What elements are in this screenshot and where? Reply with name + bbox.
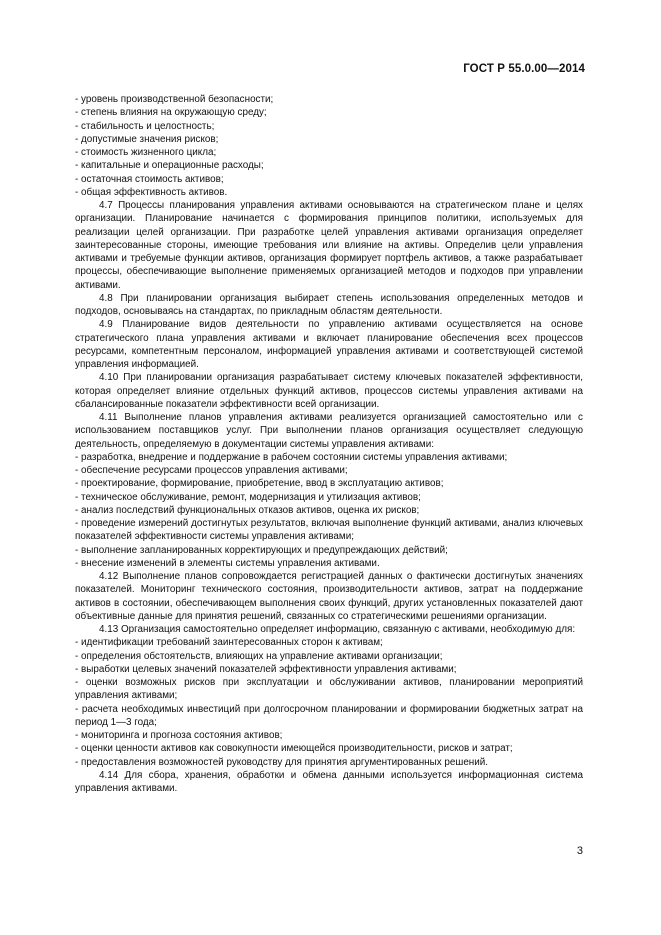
page-number: 3 — [576, 845, 583, 857]
list-item: - степень влияния на окружающую среду; — [75, 107, 267, 119]
list-item: - уровень производственной безопасности; — [75, 94, 274, 105]
list-item: - оценки возможных рисков при эксплуатации и обслуживании активов, планировании мероприятий управления активами; — [75, 677, 583, 702]
list-item: - проведение измерений достигнутых результатов, включая выполнение функций активами, анализ ключевых показателей эффективности системы управления активами; — [75, 518, 583, 543]
list-item: - капитальные и операционные расходы; — [75, 160, 264, 172]
list-item: - остаточная стоимость активов; — [75, 173, 224, 185]
list-item: - анализ последствий функциональных отказов активов, оценка их рисков; — [75, 504, 420, 516]
paragraph-4-9: 4.9 Планирование видов деятельности по управлению активами осуществляется на основе стратегического плана управления активами и включает планирование обеспечения всех процессов ресурсами, компетентным персоналом, информацией управления активами и соответствующей системой управления информацией. — [75, 319, 583, 370]
list-item: - проектирование, формирование, приобретение, ввод в эксплуатацию активов; — [75, 478, 444, 490]
paragraph-4-14: 4.14 Для сбора, хранения, обработки и обмена данными используется информационная система управления активами. — [75, 769, 583, 794]
list-item: - расчета необходимых инвестиций при долгосрочном планировании и формировании бюджетных затрат на период 1—3 года; — [75, 703, 583, 728]
document-body — [75, 93, 583, 795]
standard-number: ГОСТ Р 55.0.00—2014 — [463, 63, 585, 75]
list-item: - допустимые значения рисков; — [75, 133, 219, 145]
list-item: - выработки целевых значений показателей эффективности управления активами; — [75, 663, 457, 675]
list-item: - мониторинга и прогноза состояния активов; — [75, 730, 283, 741]
list-item: - определения обстоятельств, влияющих на управление активами организации; — [75, 650, 443, 662]
paragraph-4-12: 4.12 Выполнение планов сопровождается регистрацией данных о фактически достигнутых значениях показателей. Мониторинг технического состояния, производительности активов, затрат на поддержание активов в состоянии, обеспечивающем выполнения своих функций, других установленных показателей дают объективные данные для принятия решений, связанных со стратегическими решениями организации. — [75, 571, 583, 622]
list-item: - стабильность и целостность; — [75, 120, 215, 132]
list-item: - предоставления возможностей руководству для принятия аргументированных решений. — [75, 756, 489, 768]
paragraph-4-8: 4.8 При планировании организация выбирает степень использования определенных методов и подходов, основываясь на стандартах, по прикладным областям деятельности. — [75, 292, 583, 317]
paragraph-4-10: 4.10 При планировании организация разрабатывает систему ключевых показателей эффективности, которая определяет влияние отдельных функций активов, процессов системы управления активами на сбалансированные показатели эффективности всей организации. — [75, 372, 583, 410]
list-item: - идентификации требований заинтересованных сторон к активам; — [75, 637, 383, 649]
list-item: - общая эффективность активов. — [75, 186, 228, 198]
paragraph-4-13: 4.13 Организация самостоятельно определяет информацию, связанную с активами, необходимую для: — [99, 624, 576, 635]
list-item: - оценки ценности активов как совокупности имеющейся производительности, рисков и затрат; — [75, 743, 513, 755]
list-item: - техническое обслуживание, ремонт, модернизация и утилизация активов; — [75, 491, 421, 503]
list-item: - выполнение запланированных корректирующих и предупреждающих действий; — [75, 544, 448, 556]
list-item: - обеспечение ресурсами процессов управления активами; — [75, 465, 348, 476]
list-item: - разработка, внедрение и поддержание в рабочем состоянии системы управления активами; — [75, 451, 508, 463]
paragraph-4-11: 4.11 Выполнение планов управления активами реализуется организацией самостоятельно или с использованием поставщиков услуг. При выполнении планов организация осуществляет следующую деятельность, определяемую в документации системы управления активами: — [75, 412, 583, 450]
paragraph-4-7: 4.7 Процессы планирования управления активами основываются на стратегическом плане и целях организации. Планирование начинается с формирования принципов политики, используемых для реализации целей организации. При разработке целей управления активами организация определяет заинтересованные стороны, имеющие требования или влияние на активы. Определив цели управления активами и требуемые функции активов, организация формирует портфель активов, а также разрабатывает процессы, обеспечивающие выполнение применяемых организацией методов и подходов при управлении активами. — [75, 200, 583, 291]
list-item: - внесение изменений в элементы системы управления активами. — [75, 557, 380, 569]
list-item: - стоимость жизненного цикла; — [75, 147, 217, 158]
